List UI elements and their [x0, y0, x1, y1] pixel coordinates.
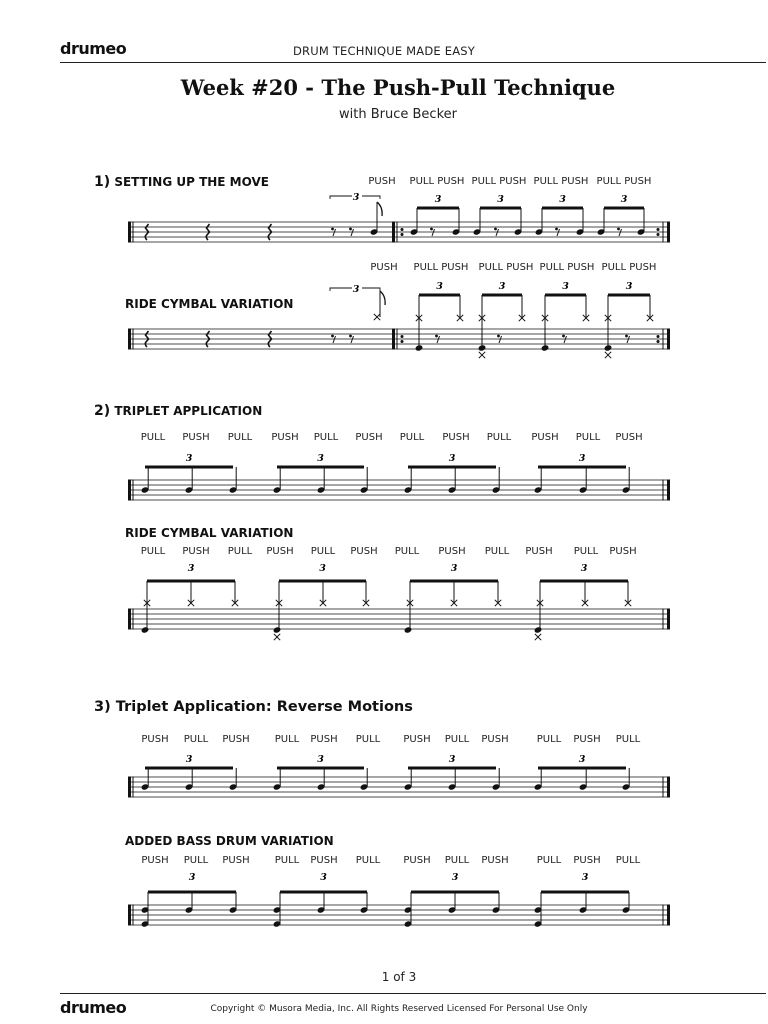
triplet-number: 3	[319, 563, 326, 574]
end-barline	[667, 609, 670, 630]
header-title: DRUM TECHNIQUE MADE EASY	[292, 44, 476, 58]
triplet-number: 3	[317, 754, 324, 765]
triplet-number: 3	[581, 872, 589, 883]
repeat-dots	[401, 340, 404, 343]
note-flag	[377, 202, 382, 216]
sticking-label-2b: PULL	[227, 546, 253, 557]
repeat-dots-end	[657, 335, 660, 338]
triplet-number: 3	[580, 563, 588, 574]
triplet-number: 3	[562, 281, 569, 292]
sticking-label-3a: PUSH	[310, 734, 338, 745]
sticking-label-2b: PULL	[140, 546, 166, 557]
eighth-rest	[497, 335, 500, 338]
bass-drum-note	[273, 626, 282, 633]
sticking-label-2a: PULL	[575, 432, 601, 443]
sticking-label-3a: PULL	[274, 734, 300, 745]
sticking-label-1a: PUSH	[368, 176, 396, 187]
sticking-label-2a: PUSH	[355, 432, 383, 443]
page-title: Week #20 - The Push-Pull Technique	[180, 75, 616, 100]
sticking-label-2a: PUSH	[182, 432, 210, 443]
triplet-number: 3	[436, 281, 443, 292]
eighth-rest	[331, 335, 334, 338]
sticking-label-2b: PULL	[484, 546, 510, 557]
sticking-label-3a: PUSH	[481, 734, 509, 745]
sticking-label-2b: PUSH	[438, 546, 466, 557]
bass-drum-note	[541, 344, 550, 351]
triplet-number: 3	[185, 453, 193, 464]
note-flag	[380, 291, 385, 305]
sticking-label-1a: PULL PUSH	[471, 176, 527, 187]
triplet-number: 3	[434, 194, 442, 205]
triplet-number: 3	[317, 453, 324, 464]
triplet-number: 3	[320, 872, 327, 883]
sticking-label-3b: PUSH	[141, 855, 169, 866]
repeat-barline	[392, 329, 395, 350]
sticking-label-3a: PULL	[355, 734, 381, 745]
sticking-label-3b: PULL	[183, 855, 209, 866]
triplet-number: 3	[498, 281, 506, 292]
start-barline	[128, 329, 131, 350]
sticking-label-3a: PUSH	[222, 734, 250, 745]
sticking-label-1b: PULL PUSH	[539, 262, 595, 273]
bass-drum-note	[141, 626, 150, 633]
bass-drum-note	[478, 344, 487, 351]
sticking-label-2a: PULL	[313, 432, 339, 443]
sticking-label-2a: PUSH	[531, 432, 559, 443]
triplet-number: 3	[625, 281, 633, 292]
sticking-label-3b: PULL	[444, 855, 470, 866]
bass-drum-note	[604, 344, 613, 351]
sticking-label-2b: PUSH	[525, 546, 553, 557]
triplet-number: 3	[559, 194, 566, 205]
sticking-label-3b: PUSH	[573, 855, 601, 866]
sticking-label-2a: PUSH	[442, 432, 470, 443]
sticking-label-2b: PUSH	[350, 546, 378, 557]
eighth-rest	[349, 228, 352, 231]
eighth-rest	[331, 228, 334, 231]
section-2-number: 2)	[94, 403, 111, 419]
start-barline	[128, 480, 131, 501]
sticking-label-2b: PULL	[573, 546, 599, 557]
sticking-label-1b: PULL PUSH	[601, 262, 657, 273]
triplet-number: 3	[448, 453, 456, 464]
sticking-label-2b: PULL	[394, 546, 420, 557]
repeat-dots-end	[657, 228, 660, 231]
end-barline	[667, 222, 670, 243]
sticking-label-3a: PULL	[444, 734, 470, 745]
sticking-label-3b: PUSH	[403, 855, 431, 866]
section-1-number: 1)	[94, 174, 111, 190]
sticking-label-1a: PULL PUSH	[596, 176, 652, 187]
repeat-dots-end	[657, 233, 660, 236]
sticking-label-2a: PULL	[486, 432, 512, 443]
sticking-label-3a: PUSH	[141, 734, 169, 745]
end-barline	[667, 905, 670, 926]
sticking-label-1b: PULL PUSH	[413, 262, 469, 273]
end-barline	[667, 480, 670, 501]
sticking-label-2b: PULL	[310, 546, 336, 557]
triplet-number: 3	[352, 192, 360, 203]
triplet-number: 3	[451, 872, 459, 883]
sticking-label-3b: PULL	[615, 855, 641, 866]
triplet-number: 3	[578, 453, 586, 464]
sticking-label-2b: PUSH	[266, 546, 294, 557]
section-3-number: 3)	[94, 699, 111, 715]
triplet-number: 3	[187, 563, 195, 574]
sticking-label-1a: PULL PUSH	[533, 176, 589, 187]
sticking-label-3b: PUSH	[310, 855, 338, 866]
section-1-variation: RIDE CYMBAL VARIATION	[125, 297, 294, 311]
footer-rule	[60, 993, 766, 994]
sticking-label-3b: PUSH	[481, 855, 509, 866]
bass-drum-note	[534, 626, 543, 633]
start-barline	[128, 609, 131, 630]
bass-drum-note	[404, 626, 413, 633]
sticking-label-3a: PULL	[183, 734, 209, 745]
triplet-number: 3	[185, 754, 193, 765]
eighth-rest	[617, 228, 620, 231]
repeat-dots	[401, 233, 404, 236]
triplet-number: 3	[497, 194, 504, 205]
repeat-dots	[401, 335, 404, 338]
end-barline	[667, 777, 670, 798]
triplet-number: 3	[620, 194, 628, 205]
sticking-label-3b: PULL	[536, 855, 562, 866]
sticking-label-3b: PUSH	[222, 855, 250, 866]
triplet-number: 3	[450, 563, 458, 574]
eighth-rest	[435, 335, 438, 338]
sticking-label-1a: PULL PUSH	[409, 176, 465, 187]
sticking-label-3b: PULL	[355, 855, 381, 866]
sticking-label-3b: PULL	[274, 855, 300, 866]
section-2-title: TRIPLET APPLICATION	[114, 404, 263, 418]
section-2-variation: RIDE CYMBAL VARIATION	[125, 526, 294, 540]
start-barline	[128, 777, 131, 798]
page-number: 1 of 3	[381, 970, 417, 984]
sticking-label-2b: PUSH	[182, 546, 210, 557]
sticking-label-2a: PUSH	[615, 432, 643, 443]
sticking-label-2a: PULL	[227, 432, 253, 443]
bass-drum-note	[415, 344, 424, 351]
sticking-label-2a: PUSH	[271, 432, 299, 443]
eighth-rest	[625, 335, 628, 338]
sticking-label-2b: PUSH	[609, 546, 637, 557]
triplet-number: 3	[188, 872, 196, 883]
footer-copyright: Copyright © Musora Media, Inc. All Rights Reserved Licensed For Personal Use Only	[210, 1004, 588, 1014]
start-barline	[128, 222, 131, 243]
start-barline	[128, 905, 131, 926]
sticking-label-2a: PULL	[399, 432, 425, 443]
end-barline	[667, 329, 670, 350]
sticking-label-2a: PULL	[140, 432, 166, 443]
sticking-label-1b: PUSH	[370, 262, 398, 273]
eighth-rest	[562, 335, 565, 338]
sticking-label-3a: PULL	[615, 734, 641, 745]
triplet-number: 3	[352, 284, 360, 295]
repeat-dots	[401, 228, 404, 231]
repeat-barline	[392, 222, 395, 243]
sticking-label-3a: PUSH	[573, 734, 601, 745]
drumeo-logo: drumeo	[60, 39, 127, 58]
drumeo-footer-logo: drumeo	[60, 998, 127, 1017]
triplet-number: 3	[448, 754, 456, 765]
page-subtitle: with Bruce Becker	[339, 107, 457, 122]
sticking-label-3a: PULL	[536, 734, 562, 745]
eighth-rest	[349, 335, 352, 338]
section-3-title: Triplet Application: Reverse Motions	[115, 699, 413, 715]
repeat-dots-end	[657, 340, 660, 343]
section-1-title: SETTING UP THE MOVE	[114, 175, 269, 189]
section-3-variation: ADDED BASS DRUM VARIATION	[125, 834, 334, 848]
eighth-rest	[555, 228, 558, 231]
sticking-label-1b: PULL PUSH	[478, 262, 534, 273]
sticking-label-3a: PUSH	[403, 734, 431, 745]
triplet-number: 3	[578, 754, 586, 765]
eighth-rest	[430, 228, 433, 231]
eighth-rest	[494, 228, 497, 231]
